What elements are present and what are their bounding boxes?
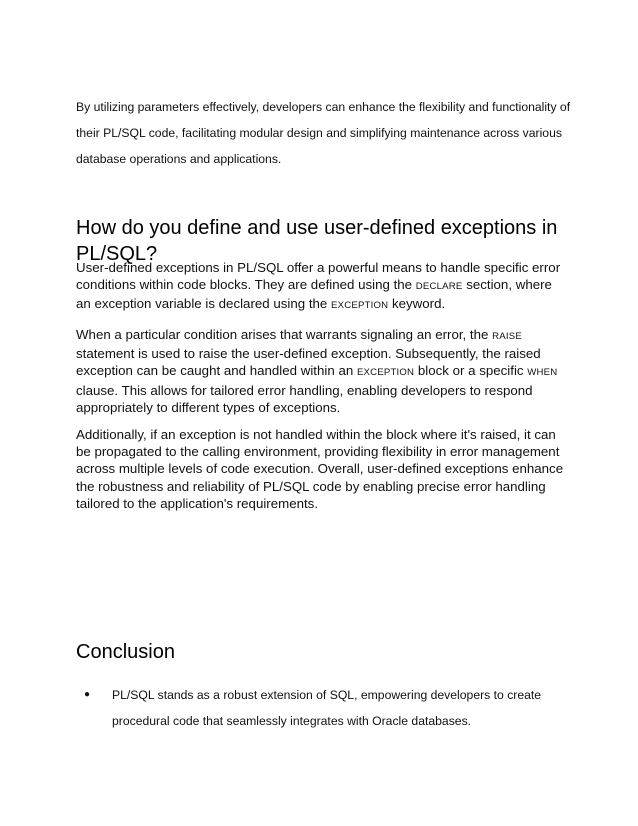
list-item [76,682,576,734]
conclusion-bullet-list [76,682,576,734]
intro-paragraph: By utilizing parameters effectively, developers can enhance the flexibility and functionality of their PL/SQL code, facilitating modular design and simplifying maintenance across various database operations and applications. [76,100,571,166]
section-heading-conclusion: Conclusion [76,641,175,663]
code-keyword-raise: RAISE [492,331,522,342]
exceptions-paragraph-3: Additionally, if an exception is not handled within the block where it's raised, it can be propagated to the calling environment, providing flexibility in error management across multiple levels of code execution. Overall, user-defined exceptions enhance the robustness and reliability of PL/SQL code by enabling precise error handling tailored to the application's requirements. [76,427,564,511]
text-span: block or a specific [414,363,528,379]
exceptions-paragraph-1 [76,259,568,315]
text-span: When a particular condition arises that warrants signaling an error, the [76,327,493,342]
bullet-icon: ● [84,689,91,700]
code-keyword-when: WHEN [527,367,558,379]
text-span: User-defined exceptions in PL/SQL offer a powerful means to handle specific error conditions within code blocks. They are defined using the [76,260,561,293]
exceptions-paragraph-2 [76,326,568,416]
text-span: section, where an exception variable is declared using the [76,277,552,312]
code-keyword-exception: EXCEPTION [356,367,415,379]
code-keyword-declare: DECLARE [415,281,463,293]
text-span: keyword. [388,296,446,312]
text-span: statement is used to raise the user-defined exception. Subsequently, the raised exception can be caught and handled within an [76,346,541,379]
section-heading-exceptions: How do you define and use user-defined exceptions in PL/SQL? [76,217,558,265]
text-span: clause. This allows for tailored error handling, enabling developers to respond appropriately to different types of exceptions. [76,382,533,415]
code-keyword-exception: EXCEPTION [331,300,389,312]
bullet-text: PL/SQL stands as a robust extension of SQL, empowering developers to create procedural code that seamlessly integrates with Oracle databases. [112,688,542,728]
